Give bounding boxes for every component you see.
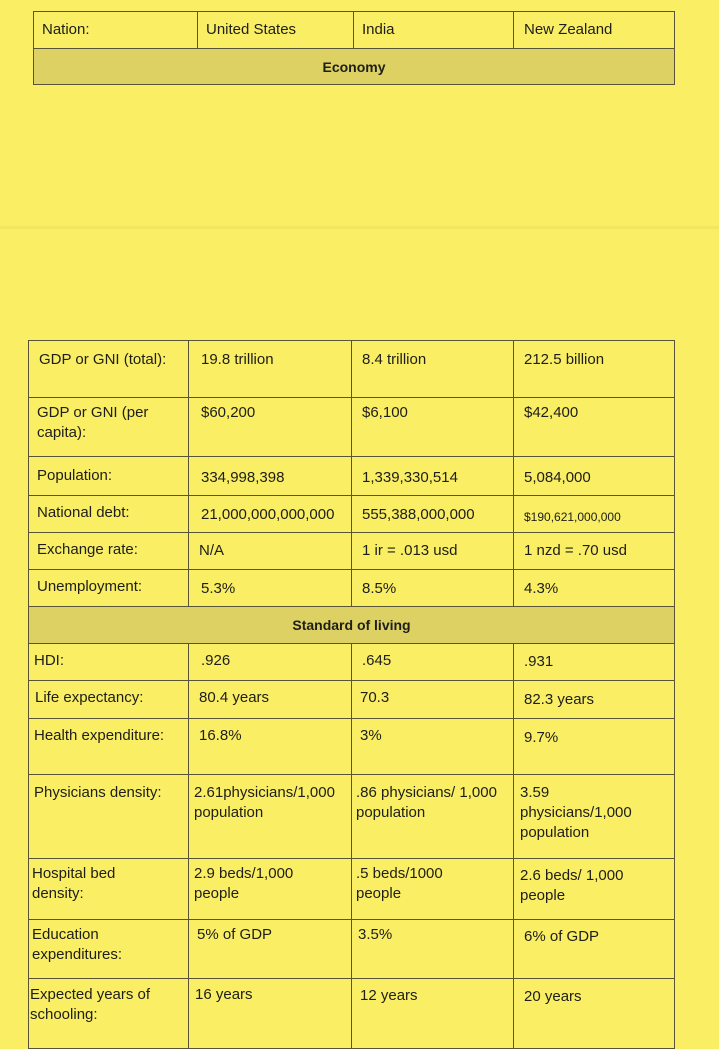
value-us: 16 years (189, 979, 352, 1049)
value-india: 1,339,330,514 (352, 457, 514, 496)
value-india: 1 ir = .013 usd (352, 533, 514, 570)
value-nz: $42,400 (514, 398, 675, 457)
value-nz: .931 (514, 644, 675, 681)
value-nz: 212.5 billion (514, 341, 675, 398)
row-label: Hospital bed density: (29, 859, 189, 920)
header-row (34, 12, 675, 49)
header-country-us: United States (198, 12, 354, 49)
value-us: .926 (189, 644, 352, 681)
row-label: Unemployment: (29, 570, 189, 607)
table-row (29, 457, 675, 496)
value-india: 555,388,000,000 (352, 496, 514, 533)
value-india: .86 physicians/ 1,000 population (352, 775, 514, 859)
row-label: Exchange rate: (29, 533, 189, 570)
row-label: GDP or GNI (total): (29, 341, 189, 398)
row-label: Physicians density: (29, 775, 189, 859)
row-label: Expected years of schooling: (29, 979, 189, 1049)
table-row (29, 719, 675, 775)
row-label: Life expectancy: (29, 681, 189, 719)
value-nz: 9.7% (514, 719, 675, 775)
economy-section-header: Economy (34, 49, 675, 85)
table-row (29, 775, 675, 859)
value-nz: 1 nzd = .70 usd (514, 533, 675, 570)
table-row (29, 920, 675, 979)
row-label: Health expenditure: (29, 719, 189, 775)
table-row (29, 533, 675, 570)
value-india: 8.5% (352, 570, 514, 607)
table-row (29, 644, 675, 681)
table-row (29, 859, 675, 920)
header-country-india: India (354, 12, 514, 49)
value-nz: 5,084,000 (514, 457, 675, 496)
row-label: Education expenditures: (29, 920, 189, 979)
value-us: 2.61physicians/1,000 population (189, 775, 352, 859)
value-india: .645 (352, 644, 514, 681)
value-nz: 3.59 physicians/1,000 population (514, 775, 675, 859)
value-india: 3.5% (352, 920, 514, 979)
row-label: Population: (29, 457, 189, 496)
value-nz: 2.6 beds/ 1,000 people (514, 859, 675, 920)
value-us: $60,200 (189, 398, 352, 457)
value-nz: 4.3% (514, 570, 675, 607)
table-row (29, 398, 675, 457)
header-country-nz: New Zealand (514, 12, 675, 49)
value-india: .5 beds/1000 people (352, 859, 514, 920)
table-row (29, 496, 675, 533)
row-label: GDP or GNI (per capita): (29, 398, 189, 457)
value-india: 70.3 (352, 681, 514, 719)
value-nz: 6% of GDP (514, 920, 675, 979)
page-fold-line (0, 226, 719, 229)
value-us: 2.9 beds/1,000 people (189, 859, 352, 920)
value-india: 12 years (352, 979, 514, 1049)
standard-of-living-section-header: Standard of living (29, 607, 675, 644)
value-india: 8.4 trillion (352, 341, 514, 398)
value-us: 5.3% (189, 570, 352, 607)
value-us: 5% of GDP (189, 920, 352, 979)
header-label-cell: Nation: (34, 12, 198, 49)
table-row (29, 341, 675, 398)
nation-header-table (33, 11, 675, 85)
economy-section-row (34, 49, 675, 85)
value-us: 21,000,000,000,000 (189, 496, 352, 533)
table-row (29, 681, 675, 719)
value-us: 80.4 years (189, 681, 352, 719)
value-us: 16.8% (189, 719, 352, 775)
value-us: N/A (189, 533, 352, 570)
value-us: 19.8 trillion (189, 341, 352, 398)
table-row (29, 979, 675, 1049)
value-nz: 82.3 years (514, 681, 675, 719)
value-nz: 20 years (514, 979, 675, 1049)
value-india: 3% (352, 719, 514, 775)
standard-of-living-section-row (29, 607, 675, 644)
indicators-table (28, 340, 675, 1049)
row-label: National debt: (29, 496, 189, 533)
value-india: $6,100 (352, 398, 514, 457)
row-label: HDI: (29, 644, 189, 681)
table-row (29, 570, 675, 607)
value-nz: $190,621,000,000 (514, 496, 675, 533)
value-us: 334,998,398 (189, 457, 352, 496)
